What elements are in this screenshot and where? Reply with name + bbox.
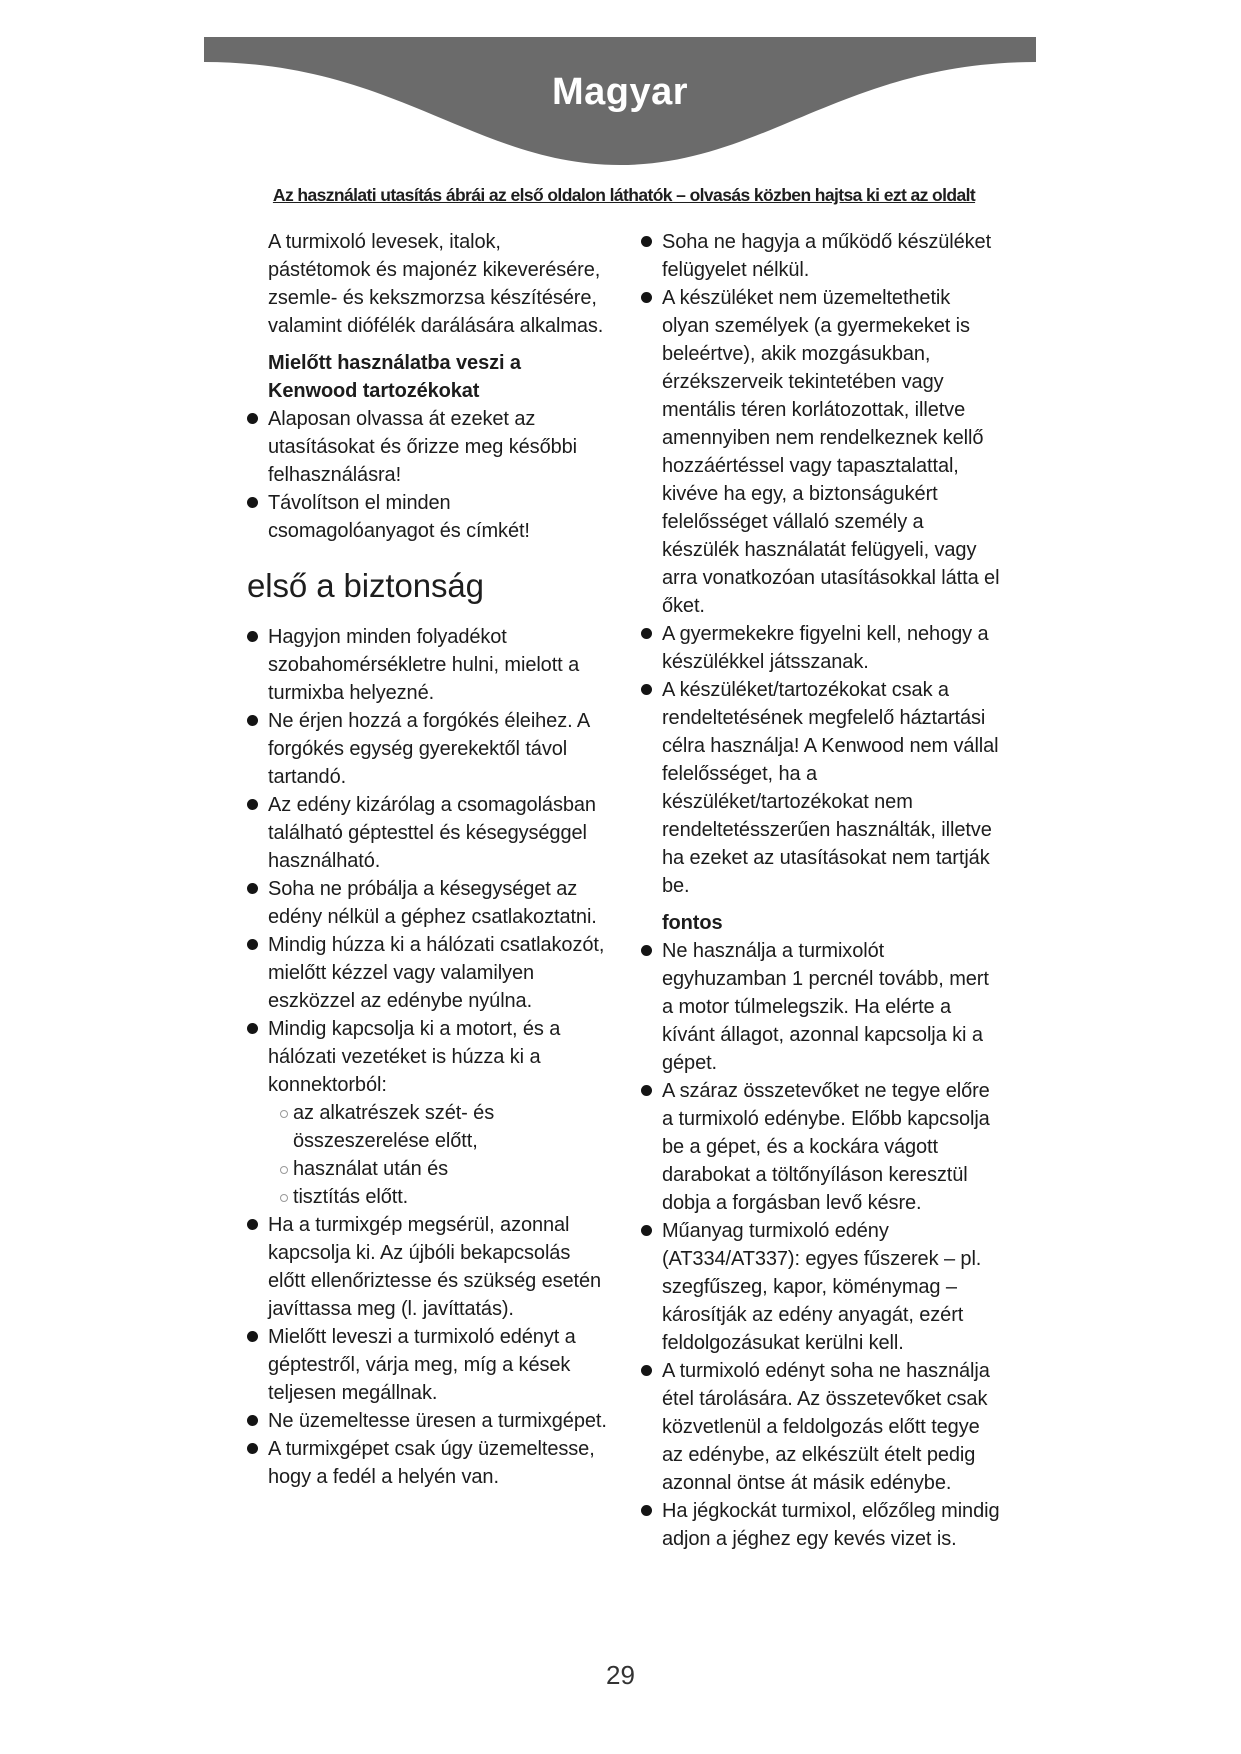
list-item: Ha a turmixgép megsérül, azonnal kapcsolja ki. Az újbóli bekapcsolás előtt ellenőriztesse és szükség esetén javíttassa meg (l. javíttatás). xyxy=(268,1211,608,1323)
list-item: Soha ne hagyja a működő készüléket felügyelet nélkül. xyxy=(662,228,1002,284)
list-item: A készüléket/tartozékokat csak a rendeltetésének megfelelő háztartási célra használja! A Kenwood nem vállal felelősséget, ha a készüléket/tartozékokat nem rendeltetésszerűen használták, illetve ha ezeket az utasításokat nem tartják be. xyxy=(662,676,1002,900)
list-item: A turmixgépet csak úgy üzemeltesse, hogy a fedél a helyén van. xyxy=(268,1435,608,1491)
fold-out-notice: Az használati utasítás ábrái az első oldalon láthatók – olvasás közben hajtsa ki ezt az oldalt xyxy=(272,185,976,205)
important-heading: fontos xyxy=(662,912,723,934)
list-item: Ne üzemeltesse üresen a turmixgépet. xyxy=(268,1407,608,1435)
language-title: Magyar xyxy=(551,71,689,113)
list-item: Az edény kizárólag a csomagolásban található géptesttel és késegységgel használható. xyxy=(268,791,608,875)
safety-heading: első a biztonság xyxy=(247,567,484,604)
left-column xyxy=(247,228,608,1491)
list-item: A készüléket nem üzemeltethetik olyan személyek (a gyermekeket is beleértve), akik mozgásukban, érzékszerveik tekintetében vagy mentális téren korlátozottak, illetve amennyiben nem rendelkeznek kellő hozzáértéssel vagy tapasztalattal, kivéve ha egy, a biztonságukért felelősséget vállaló személy a készülék használatát felügyeli, vagy arra vonatkozóan utasításokkal látta el őket. xyxy=(662,284,1002,620)
safety-list-continued xyxy=(662,228,1002,900)
list-item: Ne használja a turmixolót egyhuzamban 1 percnél tovább, mert a motor túlmelegszik. Ha elérte a kívánt állagot, azonnal kapcsolja ki a gépet. xyxy=(662,937,1002,1077)
list-item: Hagyjon minden folyadékot szobahomérsékletre hulni, mielott a turmixba helyezné. xyxy=(268,623,608,707)
intro-paragraph: A turmixoló levesek, italok, pástétomok és majonéz kikeverésére, zsemle- és kekszmorzsa készítésére, valamint diófélék darálására alkalmas. xyxy=(268,231,604,337)
list-item: A száraz összetevőket ne tegye előre a turmixoló edénybe. Előbb kapcsolja be a gépet, és a kockára vágott darabokat a töltőnyíláson keresztül dobja a forgásban levő késre. xyxy=(662,1077,1002,1217)
list-item: Ha jégkockát turmixol, előzőleg mindig adjon a jéghez egy kevés vizet is. xyxy=(662,1497,1002,1553)
sublist-item: az alkatrészek szét- és összeszerelése előtt, xyxy=(293,1099,608,1155)
list-item: Távolítson el minden csomagolóanyagot és címkét! xyxy=(268,489,608,545)
before-use-heading: Mielőtt használatba veszi a Kenwood tartozékokat xyxy=(268,352,521,402)
list-item: A gyermekekre figyelni kell, nehogy a készülékkel játsszanak. xyxy=(662,620,1002,676)
list-item: Alaposan olvassa át ezeket az utasításokat és őrizze meg későbbi felhasználásra! xyxy=(268,405,608,489)
list-item: Mielőtt leveszi a turmixoló edényt a géptestről, várja meg, míg a kések teljesen megállnak. xyxy=(268,1323,608,1407)
language-header-banner xyxy=(204,37,1036,172)
list-item: Soha ne próbálja a késegységet az edény nélkül a géphez csatlakoztatni. xyxy=(268,875,608,931)
before-use-list xyxy=(268,405,608,545)
list-item: A turmixoló edényt soha ne használja étel tárolására. Az összetevőket csak közvetlenül a feldolgozás előtt tegye az edénybe, az elkészült ételt pedig azonnal öntse át másik edénybe. xyxy=(662,1357,1002,1497)
list-item: Mindig húzza ki a hálózati csatlakozót, mielőtt kézzel vagy valamilyen eszközzel az edénybe nyúlna. xyxy=(268,931,608,1015)
important-list xyxy=(662,937,1002,1553)
page-number: 29 xyxy=(606,1660,635,1690)
safety-list xyxy=(268,623,608,1491)
list-item: Ne érjen hozzá a forgókés éleihez. A forgókés egység gyerekektől távol tartandó. xyxy=(268,707,608,791)
unplug-sublist xyxy=(268,1099,608,1211)
right-column xyxy=(662,228,1002,1553)
unplug-instruction: Mindig kapcsolja ki a motort, és a hálózati vezetéket is húzza ki a konnektorból: xyxy=(268,1018,561,1096)
sublist-item: használat után és xyxy=(293,1155,608,1183)
list-item: Műanyag turmixoló edény (AT334/AT337): egyes fűszerek – pl. szegfűszeg, kapor, köménymag – károsítják az edény anyagát, ezért feldolgozásukat kerülni kell. xyxy=(662,1217,1002,1357)
list-item xyxy=(268,1015,608,1211)
sublist-item: tisztítás előtt. xyxy=(293,1183,608,1211)
